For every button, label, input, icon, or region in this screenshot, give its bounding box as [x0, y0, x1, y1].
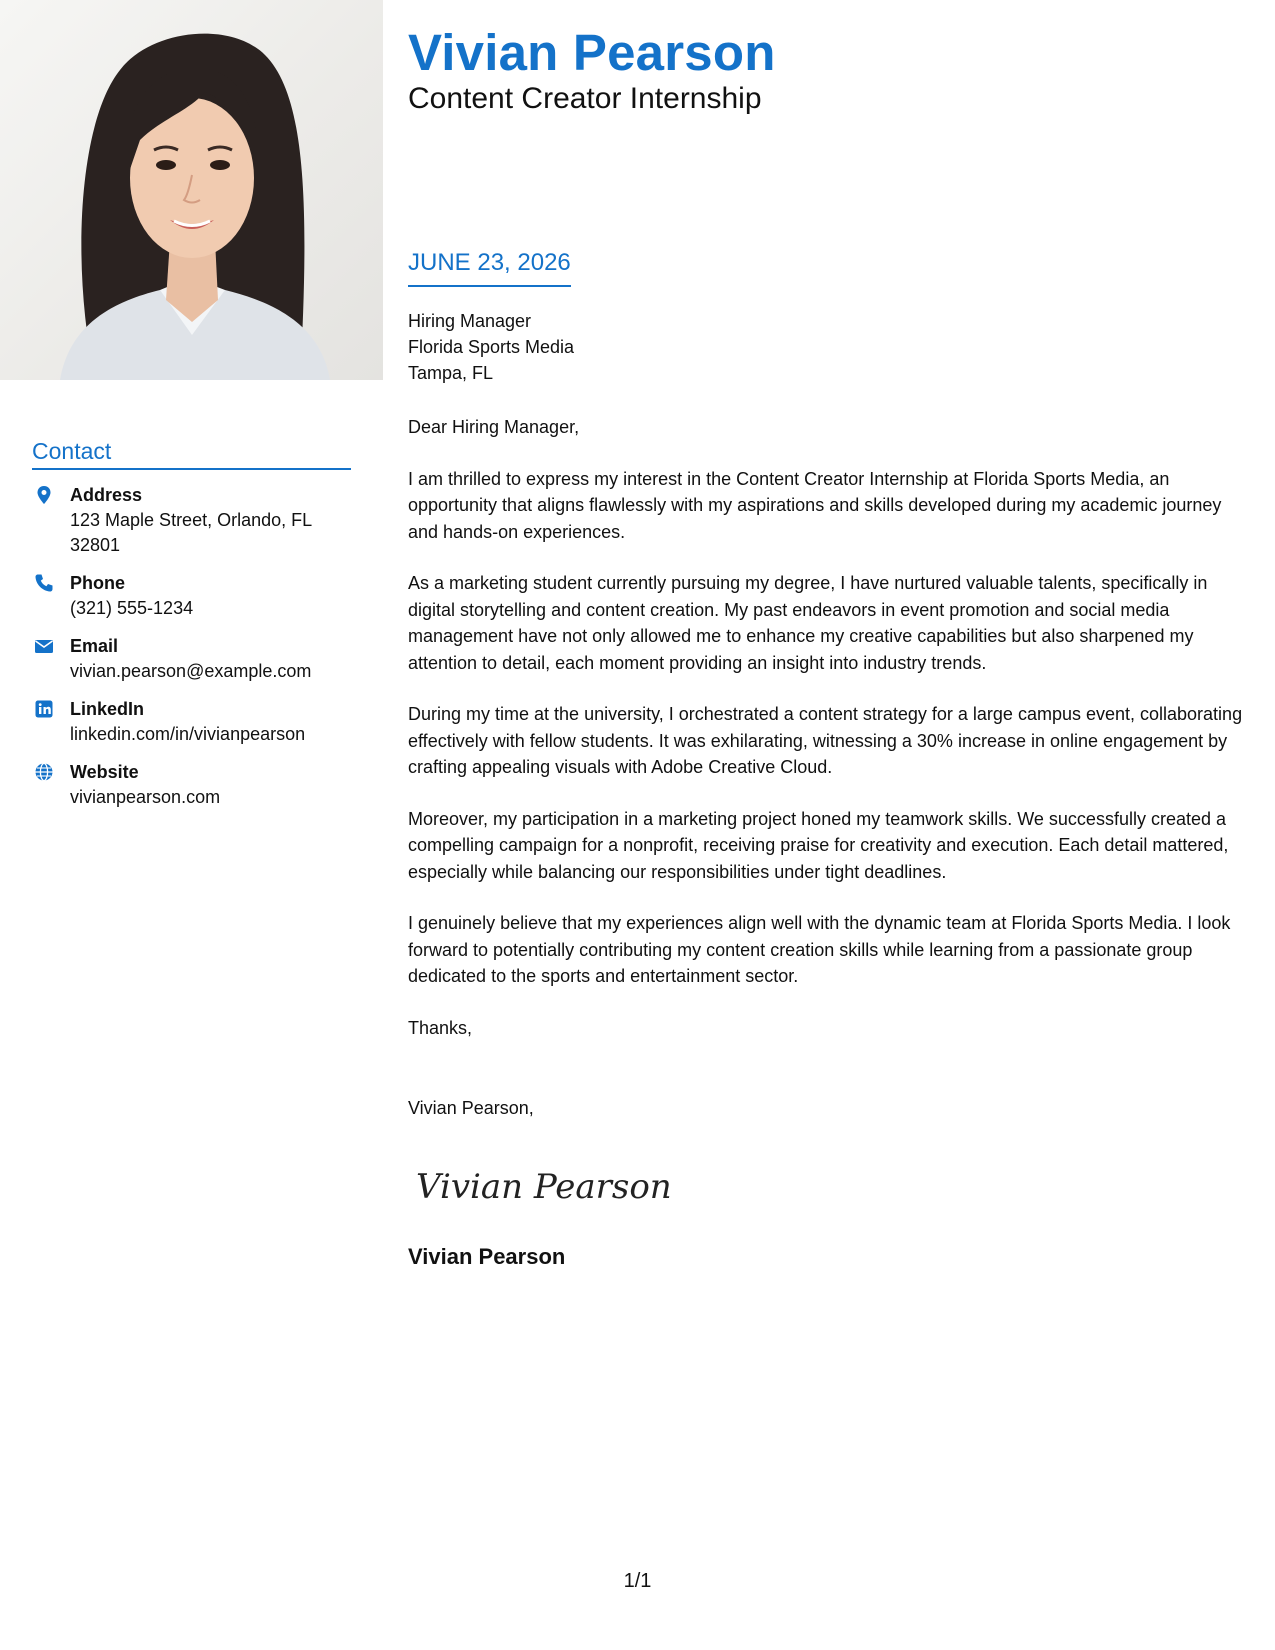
contact-label: Website [70, 762, 139, 782]
paragraph: During my time at the university, I orchestrated a content strategy for a large campus event, collaborating effectively with fellow students. It was exhilarating, witnessing a 30% increase in online engagement by crafting appealing visuals with Adobe Creative Cloud. [408, 704, 1243, 777]
contact-value: 123 Maple Street, Orlando, FL 32801 [70, 510, 312, 555]
recipient-block [408, 308, 1248, 386]
linkedin-icon [34, 699, 54, 719]
profile-photo [0, 0, 383, 380]
closing: Thanks, [408, 1017, 473, 1038]
contact-label: Email [70, 636, 119, 656]
contact-website [32, 760, 351, 810]
recipient-line: Florida Sports Media [408, 337, 575, 357]
recipient-line: Tampa, FL [408, 363, 494, 383]
handwritten-signature [412, 1158, 672, 1214]
header [408, 22, 1253, 116]
signature-text: Vivian Pearson [416, 1167, 672, 1207]
portrait-illustration [0, 0, 383, 380]
envelope-icon [34, 636, 54, 656]
contact-address [32, 483, 351, 558]
paragraph: I am thrilled to express my interest in the Content Creator Internship at Florida Sports Media, an opportunity that aligns flawlessly with my aspirations and skills developed during my academic journey and hands-on experiences. [408, 468, 1222, 542]
paragraph: Moreover, my participation in a marketing project honed my teamwork skills. We successfully created a compelling campaign for a nonprofit, receiving praise for creativity and execution. Each detail mattered, especially while balancing our responsibilities under tight deadlines. [408, 808, 1229, 882]
date-block [408, 248, 571, 287]
contact-label: Phone [70, 573, 126, 593]
sign-off-name: Vivian Pearson, [408, 1098, 534, 1118]
contact-email [32, 634, 351, 684]
contact-section [32, 438, 351, 810]
contact-value: vivian.pearson@example.com [70, 661, 312, 681]
contact-label: Address [70, 485, 143, 505]
contact-value: vivianpearson.com [70, 787, 221, 807]
sidebar [0, 0, 383, 1650]
contact-heading: Contact [32, 438, 351, 470]
contact-value: (321) 555-1234 [70, 598, 194, 618]
paragraph: As a marketing student currently pursuing my degree, I have nurtured valuable talents, specifically in digital storytelling and content creation. My past endeavors in event promotion and social media management have not only allowed me to enhance my creative capabilities but also sharpened my attention to detail, each moment providing an insight into industry trends. [408, 573, 1208, 673]
letter-date: JUNE 23, 2026 [408, 248, 571, 287]
letter-body [408, 308, 1248, 1122]
salutation: Dear Hiring Manager, [408, 417, 580, 437]
contact-label: LinkedIn [70, 699, 145, 719]
position-title: Content Creator Internship [408, 82, 762, 115]
contact-value: linkedin.com/in/vivianpearson [70, 724, 306, 744]
contact-phone [32, 571, 351, 621]
globe-icon [34, 762, 54, 782]
phone-icon [34, 573, 54, 593]
contact-linkedin [32, 697, 351, 747]
recipient-line: Hiring Manager [408, 311, 532, 331]
applicant-name: Vivian Pearson [408, 24, 776, 81]
printed-name: Vivian Pearson [408, 1244, 566, 1269]
paragraph: I genuinely believe that my experiences align well with the dynamic team at Florida Sports Media. I look forward to potentially contributing my content creation skills while learning from a passionate group dedicated to the sports and entertainment sector. [408, 913, 1231, 986]
page-number: 1/1 [623, 1570, 652, 1592]
map-pin-icon [34, 485, 54, 505]
